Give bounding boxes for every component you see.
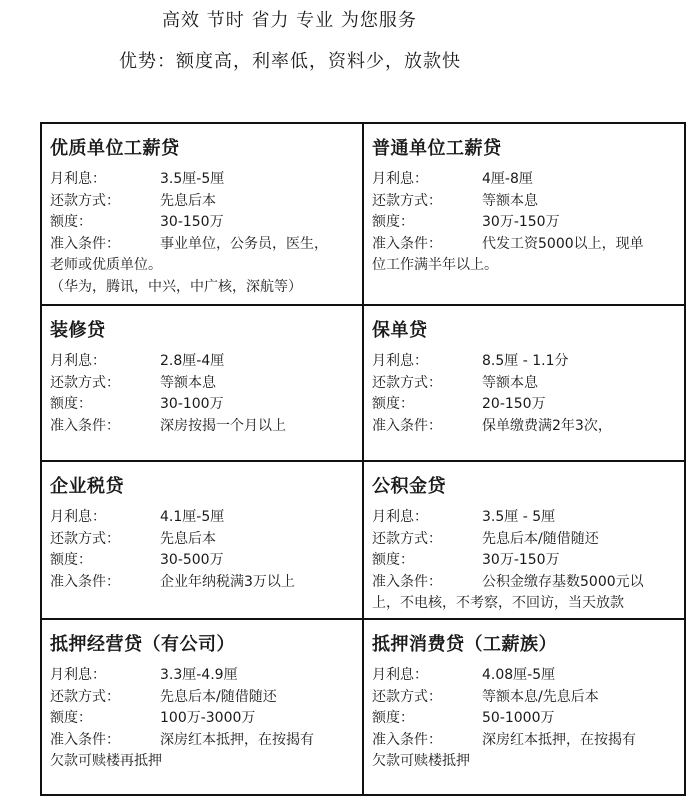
field-label: 准入条件： (50, 731, 120, 748)
field-label: 额度： (372, 396, 414, 412)
field-label: 月利息： (372, 667, 428, 683)
field-label: 还款方式： (372, 688, 442, 705)
eligibility-continued: 上，不电核，不考察，不回访，当天放款 (372, 595, 624, 611)
field-label: 准入条件： (50, 235, 120, 252)
field-label: 还款方式： (50, 530, 120, 547)
field-label: 月利息： (372, 353, 428, 369)
field-label: 额度： (372, 710, 414, 726)
field-value: 2.8厘-4厘 (160, 353, 225, 369)
eligibility-continued: 老师或优质单位。 (50, 257, 162, 273)
repayment-row (50, 687, 354, 709)
product-title: 优质单位工薪贷 (50, 138, 180, 159)
field-label: 还款方式： (372, 374, 442, 391)
field-label: 还款方式： (372, 192, 442, 209)
field-label: 还款方式： (372, 530, 442, 547)
eligibility-row (372, 572, 676, 594)
field-value: 先息后本/随借随还 (482, 530, 599, 547)
field-label: 准入条件： (372, 573, 442, 590)
interest-row (50, 665, 354, 687)
field-label: 月利息： (50, 509, 106, 525)
advantage-line: 优势：额度高，利率低，资料少，放款快 (119, 51, 461, 72)
field-value: 先息后本/随借随还 (160, 688, 277, 705)
eligibility-continued: 欠款可赎楼抵押 (372, 753, 470, 769)
field-label: 准入条件： (50, 573, 120, 590)
eligibility-row (50, 730, 354, 752)
field-value: 8.5厘 - 1.1分 (482, 353, 569, 369)
eligibility-row (50, 416, 354, 438)
amount-row (50, 394, 354, 416)
field-label: 还款方式： (50, 374, 120, 391)
eligibility-row (372, 730, 676, 752)
field-value: 30万-150万 (482, 552, 560, 568)
field-label: 准入条件： (372, 417, 442, 434)
field-value: 等额本息 (482, 192, 538, 209)
product-card (364, 462, 684, 620)
eligibility-continued: 位工作满半年以上。 (372, 257, 498, 273)
field-label: 额度： (50, 552, 92, 568)
amount-row (372, 212, 676, 234)
field-value: 30-150万 (160, 214, 224, 230)
field-value: 公积金缴存基数5000元以 (482, 573, 644, 590)
product-card (364, 620, 684, 794)
field-value: 4.08厘-5厘 (482, 667, 556, 683)
interest-row (372, 507, 676, 529)
field-value: 深房红本抵押，在按揭有 (160, 731, 314, 748)
field-label: 还款方式： (50, 688, 120, 705)
amount-row (372, 550, 676, 572)
eligibility-row (50, 572, 354, 594)
product-title: 装修贷 (50, 320, 106, 341)
field-value: 20-150万 (482, 396, 546, 412)
interest-row (372, 665, 676, 687)
field-value: 等额本息 (160, 374, 216, 391)
repayment-row (372, 373, 676, 395)
product-card (42, 462, 364, 620)
field-value: 事业单位，公务员，医生， (160, 235, 328, 252)
field-value: 等额本息/先息后本 (482, 688, 599, 705)
product-card (42, 306, 364, 462)
product-title: 抵押经营贷（有公司） (50, 634, 235, 655)
field-label: 月利息： (50, 667, 106, 683)
product-card (364, 124, 684, 306)
field-label: 月利息： (372, 171, 428, 187)
product-grid (40, 122, 686, 796)
product-title: 公积金贷 (372, 476, 446, 497)
amount-row (50, 212, 354, 234)
field-value: 30-500万 (160, 552, 224, 568)
field-value: 3.5厘-5厘 (160, 171, 225, 187)
field-value: 深房红本抵押，在按揭有 (482, 731, 636, 748)
field-label: 月利息： (372, 509, 428, 525)
field-value: 100万-3000万 (160, 710, 256, 726)
field-value: 3.5厘 - 5厘 (482, 509, 556, 525)
field-label: 额度： (372, 214, 414, 230)
field-value: 代发工资5000以上，现单 (482, 235, 644, 252)
field-label: 准入条件： (372, 731, 442, 748)
repayment-row (50, 373, 354, 395)
repayment-row (50, 529, 354, 551)
field-value: 深房按揭一个月以上 (160, 417, 286, 434)
eligibility-continued: （华为，腾讯，中兴，中广核，深航等） (50, 278, 302, 295)
field-label: 还款方式： (50, 192, 120, 209)
repayment-row (372, 687, 676, 709)
slogan: 高效 节时 省力 专业 为您服务 (162, 10, 417, 31)
field-label: 额度： (50, 214, 92, 230)
amount-row (372, 708, 676, 730)
field-value: 等额本息 (482, 374, 538, 391)
field-label: 月利息： (50, 353, 106, 369)
product-title: 普通单位工薪贷 (372, 138, 502, 159)
repayment-row (372, 529, 676, 551)
field-value: 保单缴费满2年3次， (482, 417, 612, 434)
repayment-row (50, 191, 354, 213)
field-value: 先息后本 (160, 530, 216, 547)
field-label: 额度： (372, 552, 414, 568)
field-value: 3.3厘-4.9厘 (160, 667, 238, 683)
interest-row (372, 169, 676, 191)
eligibility-row (372, 234, 676, 256)
field-value: 30-100万 (160, 396, 224, 412)
amount-row (372, 394, 676, 416)
product-card (42, 124, 364, 306)
amount-row (50, 550, 354, 572)
product-title: 抵押消费贷（工薪族） (372, 634, 557, 655)
field-label: 准入条件： (50, 417, 120, 434)
amount-row (50, 708, 354, 730)
field-value: 4厘-8厘 (482, 171, 533, 187)
product-title: 保单贷 (372, 320, 428, 341)
field-label: 月利息： (50, 171, 106, 187)
field-value: 企业年纳税满3万以上 (160, 573, 295, 590)
field-label: 额度： (50, 710, 92, 726)
interest-row (50, 169, 354, 191)
interest-row (50, 351, 354, 373)
header (0, 0, 700, 120)
eligibility-row (50, 234, 354, 256)
field-label: 准入条件： (372, 235, 442, 252)
field-value: 4.1厘-5厘 (160, 509, 225, 525)
interest-row (372, 351, 676, 373)
field-value: 先息后本 (160, 192, 216, 209)
product-title: 企业税贷 (50, 476, 124, 497)
field-value: 50-1000万 (482, 710, 555, 726)
field-label: 额度： (50, 396, 92, 412)
eligibility-continued: 欠款可赎楼再抵押 (50, 753, 162, 769)
interest-row (50, 507, 354, 529)
product-card (42, 620, 364, 794)
eligibility-row (372, 416, 676, 438)
repayment-row (372, 191, 676, 213)
field-value: 30万-150万 (482, 214, 560, 230)
product-card (364, 306, 684, 462)
